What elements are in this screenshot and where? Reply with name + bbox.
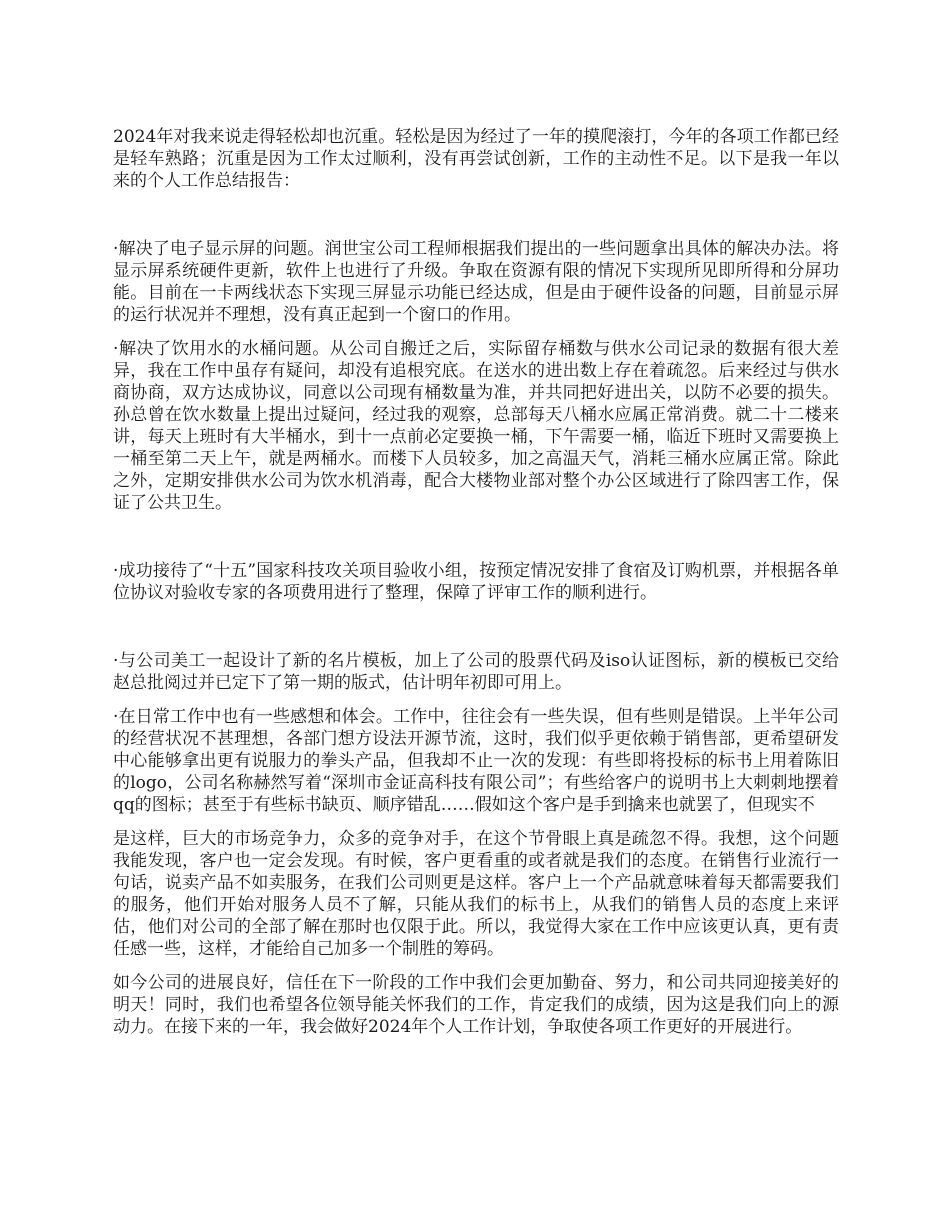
document-body bbox=[113, 126, 839, 1038]
reflections-paragraph: ·在日常工作中也有一些感想和体会。工作中，往往会有一些失误，但有些则是错误。上半年公司的经营状况不甚理想，各部门想方设法开源节流，这时，我们似乎更依赖于销售部，更希望研发中心能够拿出更有说服力的拳头产品，但我却不止一次的发现：有些即将投标的标书上用着陈旧的logo，公司名称赫然写着“深圳市金证高科技有限公司”；有些给客户的说明书上大刺刺地摆着qq的图标；甚至于有些标书缺页、顺序错乱……假如这个客户是手到擒来也就罢了，但现实不 bbox=[113, 707, 839, 815]
intro-paragraph: 2024年对我来说走得轻松却也沉重。轻松是因为经过了一年的摸爬滚打，今年的各项工作都已经是轻车熟路；沉重是因为工作太过顺利，没有再尝试创新，工作的主动性不足。以下是我一年以来的个人工作总结报告： bbox=[113, 127, 839, 191]
acceptance-team-paragraph: ·成功接待了“十五”国家科技攻关项目验收小组，按预定情况安排了食宿及订购机票，并根据各单位协议对验收专家的各项费用进行了整理，保障了评审工作的顺利进行。 bbox=[113, 561, 839, 603]
closing-paragraph: 如今公司的进展良好，信任在下一阶段的工作中我们会更加勤奋、努力，和公司共同迎接美好的明天！同时，我们也希望各位领导能关怀我们的工作，肯定我们的成绩，因为这是我们向上的源动力。在接下来的一年，我会做好2024年个人工作计划，争取使各项工作更好的开展进行。 bbox=[113, 973, 839, 1037]
market-competition-paragraph: 是这样，巨大的市场竞争力，众多的竞争对手，在这个节骨眼上真是疏忽不得。我想，这个问题我能发现，客户也一定会发现。有时候，客户更看重的或者就是我们的态度。在销售行业流行一句话，说卖产品不如卖服务，在我们公司则更是这样。客户上一个产品就意味着每天都需要我们的服务，他们开始对服务人员不了解，只能从我们的标书上，从我们的销售人员的态度上来评估，他们对公司的全部了解在那时也仅限于此。所以，我觉得大家在工作中应该更认真，更有责任感一些，这样，才能给自己加多一个制胜的筹码。 bbox=[113, 829, 839, 959]
business-card-paragraph: ·与公司美工一起设计了新的名片模板，加上了公司的股票代码及iso认证图标，新的模板已交给赵总批阅过并已定下了第一期的版式，估计明年初即可用上。 bbox=[113, 651, 839, 693]
display-screen-paragraph: ·解决了电子显示屏的问题。润世宝公司工程师根据我们提出的一些问题拿出具体的解决办法。将显示屏系统硬件更新，软件上也进行了升级。争取在资源有限的情况下实现所见即所得和分屏功能。目前在一卡两线状态下实现三屏显示功能已经达成，但是由于硬件设备的问题，目前显示屏的运行状况并不理想，没有真正起到一个窗口的作用。 bbox=[113, 239, 839, 325]
drinking-water-paragraph: ·解决了饮用水的水桶问题。从公司自搬迁之后，实际留存桶数与供水公司记录的数据有很大差异，我在工作中虽存有疑问，却没有追根究底。在送水的进出数上存在着疏忽。后来经过与供水商协商，双方达成协议，同意以公司现有桶数量为准，并共同把好进出关，以防不必要的损失。孙总曾在饮水数量上提出过疑问，经过我的观察，总部每天八桶水应属正常消费。就二十二楼来讲，每天上班时有大半桶水，到十一点前必定要换一桶，下午需要一桶，临近下班时又需要换上一桶至第二天上午，就是两桶水。而楼下人员较多，加之高温天气，消耗三桶水应属正常。除此之外，定期安排供水公司为饮水机消毒，配合大楼物业部对整个办公区域进行了除四害工作，保证了公共卫生。 bbox=[113, 339, 839, 513]
